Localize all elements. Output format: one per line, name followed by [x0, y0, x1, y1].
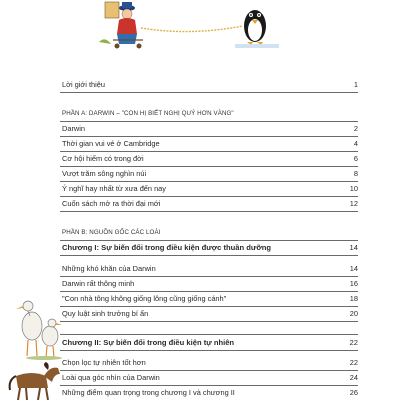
toc-item[interactable]	[60, 182, 358, 197]
toc-item-page: 4	[353, 139, 358, 148]
horse-icon	[10, 362, 60, 400]
toc-chapter-2[interactable]	[60, 336, 358, 351]
toc-item[interactable]	[60, 167, 358, 182]
toc-item-title: Lời giới thiệu	[62, 80, 105, 89]
toc-item-page: 1	[353, 80, 358, 89]
chapter-2-divider	[60, 334, 358, 335]
toc-item-title: Những điểm quan trọng trong chương I và chương II	[62, 388, 235, 397]
toc-item-page: 18	[349, 294, 358, 303]
toc-item[interactable]	[60, 371, 358, 386]
toc-item-title: Ý nghĩ hay nhất từ xưa đến nay	[62, 184, 166, 193]
toc-item[interactable]	[60, 292, 358, 307]
toc-item-title: "Con nhà tông không giống lông cũng giống cánh"	[62, 294, 227, 303]
toc-item[interactable]	[60, 197, 358, 212]
toc-item-intro[interactable]	[60, 78, 358, 93]
part-a-heading: PHẦN A: DARWIN – "CON HỊ BIẾT NGHỊ QUÝ HƠN VÀNG"	[62, 110, 234, 117]
part-b-heading: PHẦN B: NGUỒN GỐC CÁC LOÀI	[62, 229, 161, 236]
toc-item[interactable]	[60, 137, 358, 152]
toc-item-title: Những khó khăn của Darwin	[62, 264, 156, 273]
toc-item-page: 8	[353, 169, 358, 178]
toc-item-title: Quy luật sinh trưởng bí ẩn	[62, 309, 149, 318]
penguin-figure-icon	[235, 10, 279, 48]
toc-chapter-title: Chương II: Sự biến đổi trong điều kiện tự nhiên	[62, 338, 235, 347]
toc-chapter-page: 22	[349, 338, 358, 347]
toc-item[interactable]	[60, 122, 358, 137]
toc-item-title: Loài qua góc nhìn của Darwin	[62, 373, 160, 382]
toc-item-page: 22	[349, 358, 358, 367]
toc-item-title: Chọn lọc tự nhiên tốt hơn	[62, 358, 146, 367]
toc-item-page: 14	[349, 264, 358, 273]
toc-item-title: Cuốn sách mở ra thời đại mới	[62, 199, 161, 208]
toc-item[interactable]	[60, 356, 358, 371]
toc-item-page: 24	[349, 373, 358, 382]
toc-item[interactable]	[60, 277, 358, 292]
toc-item-page: 6	[353, 154, 358, 163]
toc-item[interactable]	[60, 307, 358, 322]
toc-item-title: Thời gian vui vẻ ở Cambridge	[62, 139, 160, 148]
toc-item-page: 2	[353, 124, 358, 133]
toc-item-title: Darwin	[62, 124, 85, 133]
toc-item-page: 16	[349, 279, 358, 288]
toc-item[interactable]	[60, 262, 358, 277]
toc-item[interactable]	[60, 152, 358, 167]
storks-illustration	[14, 296, 64, 362]
toc-item-page: 12	[349, 199, 358, 208]
toc-item-page: 10	[349, 184, 358, 193]
boy-figure-icon	[99, 2, 143, 49]
toc-chapter-title: Chương I: Sự biến đổi trong điều kiện được thuần dưỡng	[62, 243, 272, 252]
toc-item-title: Vượt trăm sông nghìn núi	[62, 169, 147, 178]
stork-icon	[16, 301, 62, 360]
toc-item-title: Darwin rất thông minh	[62, 279, 135, 288]
top-illustration	[95, 0, 285, 50]
horse-illustration	[2, 362, 62, 400]
toc-item-page: 20	[349, 309, 358, 318]
rope-icon	[141, 26, 243, 32]
toc-item[interactable]	[60, 386, 358, 400]
toc-item-title: Cơ hội hiếm có trong đời	[62, 154, 144, 163]
toc-chapter-page: 14	[349, 243, 358, 252]
toc-chapter-1[interactable]	[60, 241, 358, 256]
toc-item-page: 26	[349, 388, 358, 397]
